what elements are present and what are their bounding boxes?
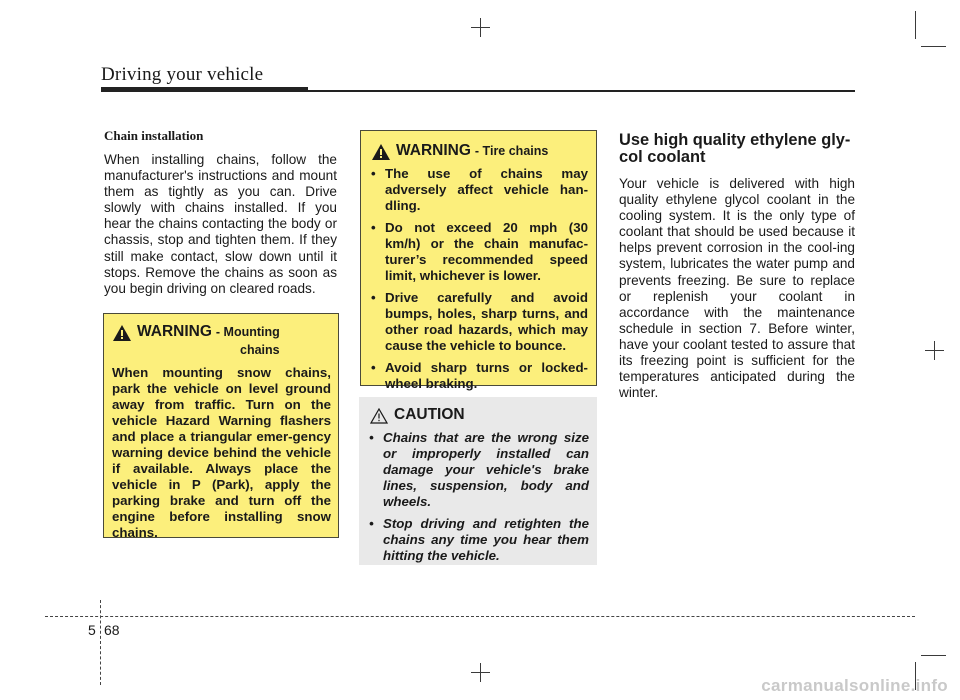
footer-dashed-vertical xyxy=(100,600,101,685)
warning-mounting-title xyxy=(137,323,287,359)
header-title: Driving your vehicle xyxy=(101,64,264,85)
chain-installation-body: When installing chains, follow the manufacturer's instructions and mount them as tightly as you can. Drive slowly with chains installed. If you hear the chains contacting the body or chassis, stop and tighten them. If they still make contact, slow down until it stops. Remove the chains as soon as you begin driving on cleared roads. xyxy=(104,152,337,296)
warning-triangle-icon xyxy=(372,144,390,160)
caution-list xyxy=(369,430,589,564)
crop-mark-bottom-h xyxy=(471,672,490,673)
list-item: • Drive carefully and avoid bumps, holes, sharp turns, and other road hazards, which may cause the vehicle to bounce. xyxy=(371,290,588,353)
list-item: • Stop driving and retighten the chains any time you hear them hitting the vehicle. xyxy=(369,516,589,563)
list-item: • Chains that are the wrong size or improperly installed can damage your vehicle's brake lines, suspension, body and wheels. xyxy=(369,430,589,509)
page-number: 68 xyxy=(104,622,120,638)
warning-triangle-icon xyxy=(113,325,131,341)
list-item: • Do not exceed 20 mph (30 km/h) or the chain manufac-turer’s recommended speed limit, whichever is lower. xyxy=(371,220,588,283)
footer-dashed-rule xyxy=(45,616,915,617)
warning-tire-list xyxy=(371,166,588,392)
header-rule-thin xyxy=(308,90,855,92)
warning-tire-subtitle: - Tire chains xyxy=(474,144,549,158)
warning-mounting-box xyxy=(103,313,339,538)
warning-mounting-text: When mounting snow chains, park the vehicle on level ground away from traffic. Turn on the vehicle Hazard Warning flashers and place a triangular emer-gency warning device behind the vehicle if available. Always place the vehicle in P (Park), apply the parking brake and turn off the engine before installing snow chains. xyxy=(112,365,331,540)
coolant-body: Your vehicle is delivered with high quality ethylene glycol coolant in the cooling system. It is the only type of coolant that should be used because it helps prevent corrosion in the cool-ing system, lubricates the water pump and prevents freezing. Be sure to replace or replenish your coolant in accordance with the maintenance schedule in section 7. Before winter, have your coolant tested to assure that its freezing point is sufficient for the temperatures anticipated during the winter. xyxy=(619,176,855,401)
list-item: • The use of chains may adversely affect vehicle han-dling. xyxy=(371,166,588,213)
warning-label: WARNING xyxy=(396,142,471,159)
crop-mark-top-h xyxy=(471,27,490,28)
list-item: • Avoid sharp turns or locked-wheel braking. xyxy=(371,360,588,391)
crop-mark-right-h xyxy=(925,350,944,351)
coolant-section xyxy=(619,132,855,401)
chapter-number: 5 xyxy=(88,622,96,638)
coolant-heading: Use high quality ethylene gly-col coolant xyxy=(619,131,851,166)
caution-label: CAUTION xyxy=(394,406,465,423)
warning-tire-chains-box xyxy=(360,130,597,391)
chain-installation-section xyxy=(104,128,337,297)
warning-label: WARNING xyxy=(137,323,212,340)
header-rule-thick xyxy=(101,87,308,92)
crop-mark-top-right-h xyxy=(921,46,946,47)
caution-box xyxy=(359,397,597,565)
crop-mark-bottom-right-h xyxy=(921,655,946,656)
warning-mounting-subtitle: - Mounting xyxy=(215,325,280,339)
warning-mounting-subtitle-2: chains xyxy=(240,343,280,357)
watermark: carmanualsonline.info xyxy=(761,676,948,695)
crop-mark-top-right-v xyxy=(915,11,916,39)
caution-triangle-icon xyxy=(370,408,388,424)
chain-installation-heading: Chain installation xyxy=(104,128,204,143)
